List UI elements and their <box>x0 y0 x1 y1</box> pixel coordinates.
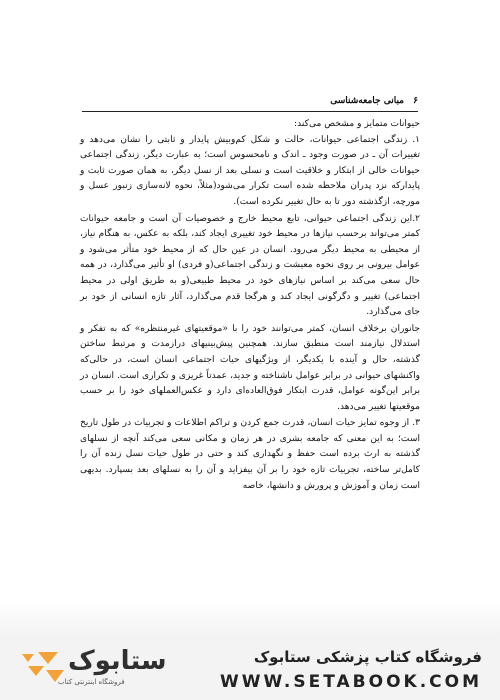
store-url-link[interactable]: WWW.SETABOOK.COM <box>220 672 482 692</box>
page-number: ۶ <box>413 96 418 106</box>
body-text <box>80 117 420 494</box>
running-header <box>82 96 418 110</box>
paragraph-1: ۱. زندگی اجتماعی حیوانات، حالت و شکل کم‌وبیش پایدار و ثابتی را نشان می‌دهد و تغییرات آن ـ در صورت وجود ـ اندک و نامحسوس است؛ به عبارت دیگر، زندگی اجتماعی حیوانات خالی از ابتکار و خلاقیت است و نسلی بعد از نسل دیگر، به همان صورت ثابت و پایدارکه نزد پدران ملاحظه شده است تکرار می‌شود(مثلاً، نحوه لانه‌سازی زنبور عسل و مورچه، ازگذشته دور تا به حال تغییر نکرده است). <box>80 134 420 207</box>
store-logo[interactable] <box>18 644 167 692</box>
store-footer <box>0 636 500 700</box>
running-title: مبانی جامعه‌شناسی <box>330 96 404 106</box>
store-name: فروشگاه کتاب پزشکی ستابوک <box>253 648 482 666</box>
paragraph-intro: حیوانات متمایز و مشخص می‌کند: <box>294 119 420 129</box>
header-rule <box>82 111 418 112</box>
paragraph-4: ۳. از وجوه تمایز حیات انسان، قدرت جمع کردن و تراکم اطلاعات و تجربیات در طول تاریخ است؛ به این معنی که جامعه بشری در هر زمان و مکانی سعی می‌کند آنچه از نسلهای گذشته به ارث برده است حفظ و نگهداری کند و حتی در طول حیات نسل زنده آن را کامل‌تر ساخته، تجربیات تازه خود را بر آن بیفزاید و آن را به نسلهای بعد بسپارد. بدیهی است زمان و آموزش و پرورش و دانشها، خاصه <box>80 418 420 491</box>
logo-wordmark: ستابوک <box>68 646 167 676</box>
footer-fade <box>0 600 500 636</box>
paragraph-3: جانوران برخلاف انسان، کمتر می‌توانند خود را با «موقعیتهای غیرمنتظره» که به تفکر و استدلال نیازمند است منطبق سازند. همچنین پیش‌بینیهای درازمدت و مرتبط ساختن گذشته، حال و آینده با یکدیگر، از ویژگیهای حیات اجتماعی انسان است، در حالی‌که واکنشهای حیوانی در برابر عوامل ناشناخته و جدید، عمدتاً غریزی و تکراری است. انسان در برابر این‌گونه عوامل، قدرت ابتکار فوق‌العاده‌ای دارد و عکس‌العملهای خود را بر حسب موقعیتها تغییر می‌دهد. <box>80 323 420 412</box>
logo-subtitle: فروشگاه اینترنتی کتاب <box>58 678 125 686</box>
paragraph-2: ۲.این زندگی اجتماعی حیوانی، تابع محیط خارج و خصوصیات آن است و جامعه حیوانات کمتر می‌تواند برحسب نیازها در محیط خود تغییری ایجاد کند، بلکه به عکس، به هنگام نیاز، از محیطی به محیط دیگر می‌رود. انسان در عین حال که از محیط خود متأثر می‌شود و عوامل بیرونی بر روی نحوه معیشت و زندگی اجتماعی(و فردی) او تأثیر می‌گذارد، در همه حال سعی می‌کند بر اساس نیازهای خود در محیط طبیعی(و به طریق اولی در محیط اجتماعی) تغییر و دگرگونی ایجاد کند و هرگجا قدم می‌گذارد، آثار تازه انسانی از خود بر جای می‌گذارد. <box>80 213 420 318</box>
